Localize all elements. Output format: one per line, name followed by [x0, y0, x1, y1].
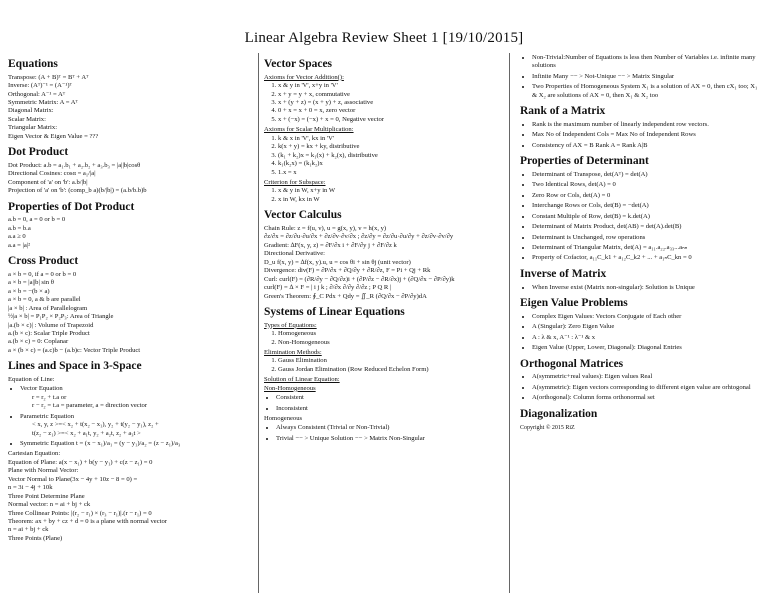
axioms-addition-list	[264, 82, 504, 124]
list-item-detail: r = r₂ + t.a or	[32, 393, 67, 401]
text-line: D_u f(x, y) = ∆f(x, y).u, u = cos θi + sin θj (unit vector)	[264, 258, 411, 266]
list-item: 5. x + (−x) = (−x) + x = 0, Negative vector	[278, 116, 504, 124]
list-item: • Infinite Many −− > Not-Unique −− > Matrix Singular	[532, 73, 760, 81]
eigen-list	[520, 313, 760, 353]
orthogonal-heading: Orthogonal Matrices	[520, 357, 624, 370]
text-line: a.(b × c): Scalar Triple Product	[8, 329, 90, 337]
text-line: Directional Derivative:	[264, 250, 325, 258]
list-item: • Max No of Independent Cols = Max No of Independent Rows	[532, 131, 760, 139]
determinant-heading: Properties of Determinant	[520, 155, 649, 168]
list-item	[20, 440, 248, 448]
list-item: • When Inverse exist (Matrix non-singular): Solution is Unique	[532, 284, 760, 292]
list-item: 2. Gauss Jordan Elimination (Row Reduced Echelon Form)	[278, 366, 504, 374]
plane-equations-list	[8, 450, 248, 543]
text-line: Gradient: ∆F(x, y, z) = ∂F/∂x i + ∂F/∂y j + ∂F/∂z k	[264, 241, 397, 249]
text-line: Theorem: ax + by + cz + d = 0 is a plane with normal vector	[8, 517, 167, 525]
text-line: Component of 'a' on 'b': a.b/|b|	[8, 178, 88, 186]
list-item: 1. x & y in 'V', x+y in 'V'	[278, 82, 504, 90]
text-line: Normal vector: n = ai + bj + ck	[8, 501, 91, 509]
elimination-label: Elimination Methods:	[264, 348, 322, 356]
nonhomogeneous-list	[264, 394, 504, 413]
text-line: a × b = |a||b| sin θ	[8, 279, 54, 287]
list-item: • A : λ & x, A⁻¹ : λ⁻¹ & x	[532, 334, 760, 342]
list-item	[20, 385, 248, 410]
cross-product-heading: Cross Product	[8, 255, 79, 268]
homogeneous-notes-list	[520, 54, 760, 100]
homogeneous-list	[264, 424, 504, 443]
list-item: • Trivial −− > Unique Solution −− > Matrix Non-Singular	[276, 435, 504, 443]
equations-list	[8, 74, 248, 142]
list-item: • Two Identical Rows, det(A) = 0	[532, 181, 760, 189]
vector-calculus-list	[264, 225, 504, 301]
list-item: 4. k₁(k₂x) = (k₁k₂)x	[278, 160, 504, 168]
dot-product-heading: Dot Product	[8, 146, 69, 159]
list-item: • A(symmetric+real values): Eigen values Real	[532, 373, 760, 381]
copyright-notice: Copyright © 2015 RiZ	[520, 425, 575, 432]
text-line: Equation of Plane: a(x − x₁) + b(y − y₁) + c(z − z₁) = 0	[8, 458, 153, 466]
dot-product-list	[8, 162, 248, 196]
list-item: • Determinant of Triangular Matrix, det(A) = a₁₁.a₂₂.a₃₃...aₙₙ	[532, 244, 760, 252]
list-item	[20, 413, 248, 438]
page-title: Linear Algebra Review Sheet 1 [19/10/2015]	[244, 30, 524, 46]
list-item: • Inconsistent	[276, 405, 504, 413]
list-item: 5. 1.x = x	[278, 169, 504, 177]
line-equation-intro: Equation of Line:	[8, 375, 55, 383]
axioms-scalar-list	[264, 135, 504, 177]
text-line: Chain Rule: z = f(u, v), u = g(x, y), v = h(x, y)	[264, 225, 387, 232]
column-middle	[258, 53, 510, 593]
rank-heading: Rank of a Matrix	[520, 105, 606, 118]
dot-properties-heading: Properties of Dot Product	[8, 200, 135, 213]
column-right	[516, 53, 760, 593]
text-line: a.b = 0, a = 0 or b = 0	[8, 216, 66, 224]
text-line: n = 3i − 4j + 10k	[8, 484, 53, 492]
text-line: Plane with Normal Vector:	[8, 467, 79, 475]
list-item: • A(symmetric): Eigen vectors corresponding to different eigen value are orhtogonal	[532, 384, 760, 392]
text-line: Green's Theorem: ∮_C Pdx + Qdy = ∬_R (∂Q/∂x − ∂P/∂y)dA	[264, 292, 427, 300]
text-line: Cartesian Equation:	[8, 450, 61, 458]
rank-list	[520, 121, 760, 150]
text-line: Symmetric Matrix: A = Aᵀ	[8, 99, 78, 107]
three-column-layout	[8, 53, 760, 593]
text-line: curl(F) = ∆ × F = | i j k ; ∂/∂x ∂/∂y ∂/∂z ; P Q R |	[264, 284, 392, 292]
list-item: • A(orthogonal): Column forms orthonormal set	[532, 394, 760, 402]
text-line: Inverse: (Aᵀ)⁻¹ = (A⁻¹)ᵀ	[8, 82, 72, 90]
diagonalization-heading: Diagonalization	[520, 407, 598, 420]
list-item: • Property of Cofactor, a₁₁C_k1 + a₁₂C_k2 + ... + a₁ₙC_kn = 0	[532, 254, 760, 262]
list-item: • Complex Eigen Values: Vectors Conjugate of Each other	[532, 313, 760, 321]
text-line: a.a ≥ 0	[8, 233, 26, 241]
list-item: 2. x + y = y + x, commutative	[278, 91, 504, 99]
subspace-list	[264, 187, 504, 204]
list-item: • Consistent	[276, 394, 504, 402]
text-line: Triangular Matrix:	[8, 124, 58, 132]
cross-product-list	[8, 271, 248, 355]
list-item: 1. Homogeneous	[278, 330, 504, 338]
list-item-label: • Vector Equation	[20, 385, 63, 393]
list-item: 2. k(x + y) = kx + ky, distributive	[278, 143, 504, 151]
text-line: Scalar Matrix:	[8, 115, 46, 123]
solution-label: Solution of Linear Equation:	[264, 376, 340, 384]
list-item: • Consistency of AX = B Rank A = Rank A|B	[532, 142, 760, 150]
inverse-heading: Inverse of Matrix	[520, 267, 607, 280]
list-item-detail: < x, y, z >=< x₂ + t(x₂ − x₁), y₂ + t(y₂ − y₁), z₂ +	[32, 421, 159, 429]
list-item: 2. Non-Homogeneous	[278, 339, 504, 347]
systems-heading: Systems of Linear Equations	[264, 305, 405, 318]
text-line: Curl: curl(F) = (∂R/∂y − ∂Q/∂z)i + (∂P/∂z − ∂R/∂x)j + (∂Q/∂x − ∂P/∂y)k	[264, 275, 455, 283]
list-item: 3. (k₁ + k₂)x = k₁(x) + k₂(x), distributive	[278, 152, 504, 160]
text-line: |a × b| : Area of Parallelogram	[8, 304, 88, 312]
text-line: a × (b × c) = (a.c)b − (a.b)c: Vector Triple Product	[8, 346, 141, 354]
text-line: a.b = b.a	[8, 224, 31, 232]
list-item: • Eigen Value (Upper, Lower, Diagonal): Diagonal Entries	[532, 344, 760, 352]
dot-properties-list	[8, 216, 248, 250]
types-label: Types of Equations:	[264, 321, 317, 329]
eigen-heading: Eigen Value Problems	[520, 297, 628, 310]
text-line: Diagonal Matrix:	[8, 107, 54, 115]
text-line: a × b = 0, a & b are parallel	[8, 296, 81, 304]
list-item: • Constant Multiple of Row, det(B) = k.det(A)	[532, 213, 760, 221]
list-item-label: • Parametric Equation	[20, 412, 75, 420]
text-line: ½|a × b| = P₁P₂ × P₂P₃: Area of Triangle	[8, 313, 114, 321]
determinant-list	[520, 171, 760, 263]
list-item: • Two Properties of Homogeneous System X₁ is a solution of AX = 0, then cX₁ too; X₁ & X₂ are solutions of AX = 0, then X₁ & X₂ too	[532, 83, 760, 100]
text-line: Projection of 'a' on 'b': (comp_b a)(b/|b|) = (a.b/b.b)b	[8, 187, 147, 195]
elimination-list	[264, 357, 504, 374]
text-line: Three Point Determine Plane	[8, 492, 85, 500]
text-line: a.a = |a|²	[8, 241, 31, 249]
text-line: Orthogonal: A⁻¹ = Aᵀ	[8, 90, 66, 98]
list-item: • Determinant of Transpose, det(Aᵀ) = det(A)	[532, 171, 760, 179]
axioms-addition-label: Axioms for Vector Addition():	[264, 73, 344, 81]
text-line: Transpose: (A + B)ᵀ = Bᵀ + Aᵀ	[8, 73, 89, 81]
list-item: 3. x + (y + z) = (x + y) + z, associative	[278, 99, 504, 107]
list-item: • Determinant of Matrix Product, det(AB) = det(A).det(B)	[532, 223, 760, 231]
list-item: 1. k & x in 'V', kx in 'V'	[278, 135, 504, 143]
text-line: n = ai + bj + ck	[8, 526, 49, 534]
list-item: • Rank is the maximum number of linearly independent row vectors.	[532, 121, 760, 129]
text-line: a × b = 0, if a = 0 or b = 0	[8, 270, 77, 278]
list-item: 1. x & y in W, x+y in W	[278, 187, 504, 195]
vector-calculus-heading: Vector Calculus	[264, 209, 342, 222]
vector-spaces-heading: Vector Spaces	[264, 58, 333, 70]
list-item: • Non-Trivial:Number of Equations is less then Number of Variables i.e. infinite many solutions	[532, 54, 760, 71]
nonhomogeneous-label: Non-Homogeneous	[264, 384, 316, 392]
list-item: 4. 0 + x = x + 0 = x, zero vector	[278, 107, 504, 115]
text-line: Vector Normal to Plane(3x − 4y + 10z − 8 = 0) =	[8, 475, 138, 483]
lines-space-heading: Lines and Space in 3-Space	[8, 360, 142, 373]
list-item: • Zero Row or Cols, det(A) = 0	[532, 192, 760, 200]
types-list	[264, 330, 504, 347]
text-line: a.(b × c) = 0: Coplanar	[8, 338, 69, 346]
text-line: Dot Product: a.b = a₁.b₁ + a₂.b₂ + a₃.b₃ = |a||b|cosθ	[8, 161, 141, 169]
text-line: ∂z/∂x = ∂z/∂u·∂u/∂x + ∂z/∂v·∂v/∂x ; ∂z/∂y = ∂z/∂u·∂u/∂y + ∂z/∂v·∂v/∂y	[264, 233, 454, 241]
text-line: Three Collinear Points: |(r₂ − r₁) × (r₃ − r₁)|.(r − r₁) = 0	[8, 509, 152, 517]
text-line: Divergence: div(F) = ∂P/∂x + ∂Q/∂y + ∂R/∂z, F = Pi + Qj + Rk	[264, 267, 431, 275]
axioms-scalar-label: Axioms for Scalar Multiplication:	[264, 126, 354, 134]
list-item: 2. x in W, kx in W	[278, 196, 504, 204]
line-equation-bullets	[8, 385, 248, 448]
list-item: • Interchange Rows or Cols, det(B) = −det(A)	[532, 202, 760, 210]
orthogonal-list	[520, 373, 760, 402]
inverse-list	[520, 284, 760, 292]
text-line: Directional Cosines: cosα = a₁/|a|	[8, 170, 96, 178]
equations-heading: Equations	[8, 58, 58, 70]
text-line: a × b = −(b × a)	[8, 287, 50, 295]
list-item-label: • Symmetric Equation t = (x − x₁)/a₁ = (y − y₁)/a₂ = (z − z₁)/a₃	[20, 440, 181, 448]
text-line: |a.(b × c)| : Volume of Trapezoid	[8, 321, 94, 329]
list-item-detail: t(z₂ − z₁) >=< x₂ + a₁t, y₂ + a₂t, z₂ + a₃t >	[32, 429, 141, 437]
list-item: • Always Consistent (Trivial or Non-Trivial)	[276, 424, 504, 432]
list-item: • A (Singular): Zero Eigen Value	[532, 323, 760, 331]
text-line: Three Points (Plane)	[8, 534, 63, 542]
text-line: Eigen Vector & Eigen Value = ???	[8, 132, 99, 140]
column-left	[8, 53, 252, 593]
list-item-detail: r − r₂ = t.a = parameter, a = direction vector	[32, 402, 148, 410]
list-item: • Determinant is Unchanged, row operations	[532, 234, 760, 242]
list-item: 1. Gauss Elimination	[278, 357, 504, 365]
homogeneous-label: Homogeneous	[264, 415, 303, 423]
subspace-label: Criterion for Subspace:	[264, 178, 326, 186]
